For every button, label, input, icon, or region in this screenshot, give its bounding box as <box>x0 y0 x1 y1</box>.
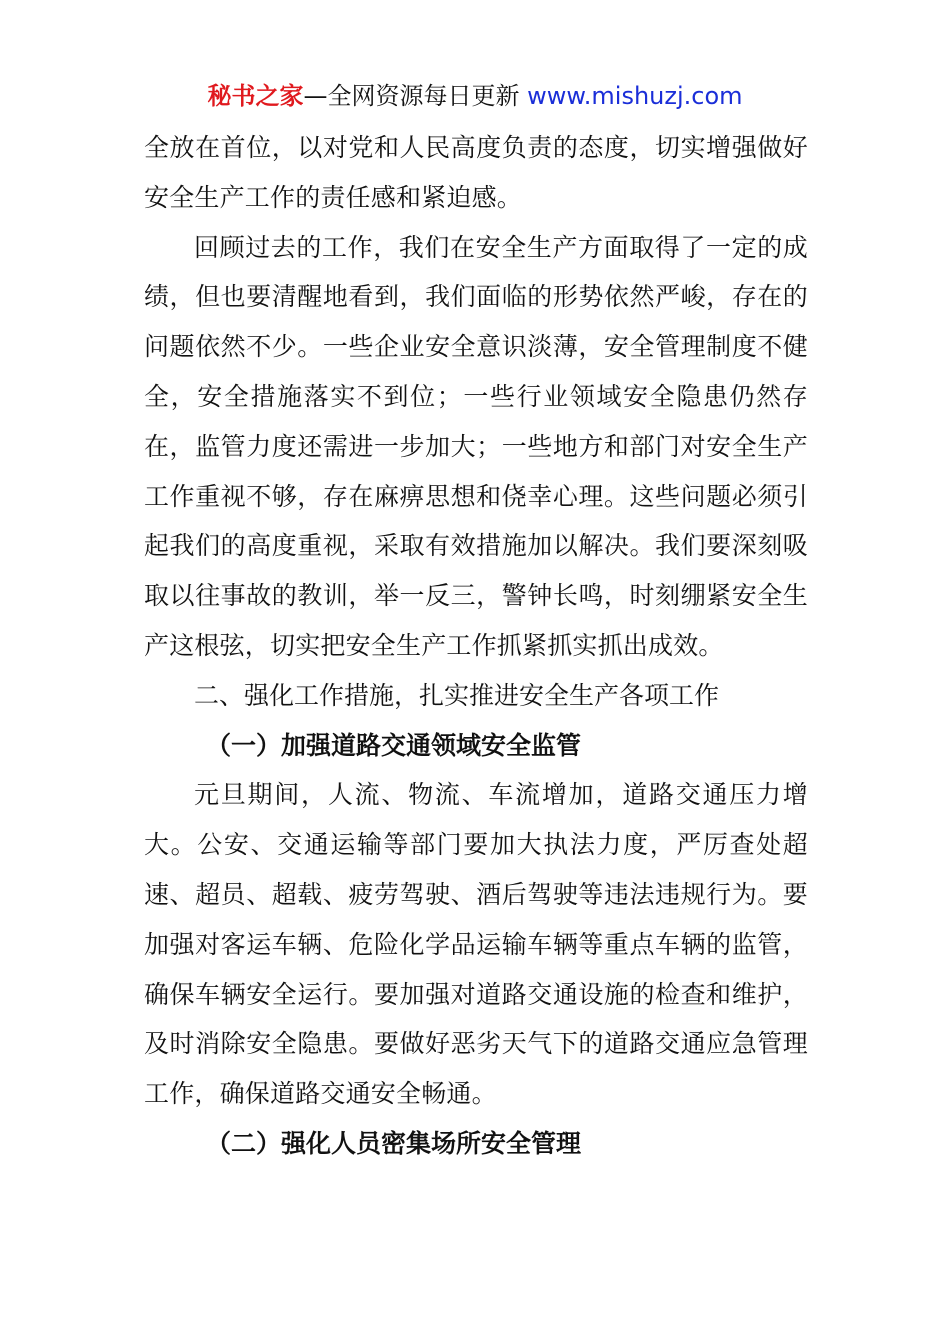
subsection-heading-1: （一）加强道路交通领域安全监管 <box>206 730 582 760</box>
subsection-heading-2: （二）强化人员密集场所安全管理 <box>206 1128 582 1158</box>
site-url-link[interactable]: www.mishuzj.com <box>527 82 743 110</box>
site-header <box>0 80 950 112</box>
paragraph-review: 回顾过去的工作，我们在安全生产方面取得了一定的成绩，但也要清醒地看到，我们面临的形势依然严峻，存在的问题依然不少。一些企业安全意识淡薄，安全管理制度不健全，安全措施落实不到位；一些行业领域安全隐患仍然存在，监管力度还需进一步加大；一些地方和部门对安全生产工作重视不够，存在麻痹思想和侥幸心理。这些问题必须引起我们的高度重视，采取有效措施加以解决。我们要深刻吸取以往事故的教训，举一反三，警钟长鸣，时刻绷紧安全生产这根弦，切实把安全生产工作抓紧抓实抓出成效。 <box>144 232 808 660</box>
paragraph-road-traffic: 元旦期间，人流、物流、车流增加，道路交通压力增大。公安、交通运输等部门要加大执法力度，严厉查处超速、超员、超载、疲劳驾驶、酒后驾驶等违法违规行为。要加强对客运车辆、危险化学品运输车辆等重点车辆的监管，确保车辆安全运行。要加强对道路交通设施的检查和维护，及时消除安全隐患。要做好恶劣天气下的道路交通应急管理工作，确保道路交通安全畅通。 <box>144 780 808 1109</box>
site-brand: 秘书之家 <box>207 82 304 110</box>
document-body <box>144 123 808 1169</box>
paragraph-continued: 全放在首位，以对党和人民高度负责的态度，切实增强做好安全生产工作的责任感和紧迫感。 <box>144 133 808 212</box>
site-tagline: —全网资源每日更新 <box>303 82 528 110</box>
section-heading: 二、强化工作措施，扎实推进安全生产各项工作 <box>194 680 720 710</box>
